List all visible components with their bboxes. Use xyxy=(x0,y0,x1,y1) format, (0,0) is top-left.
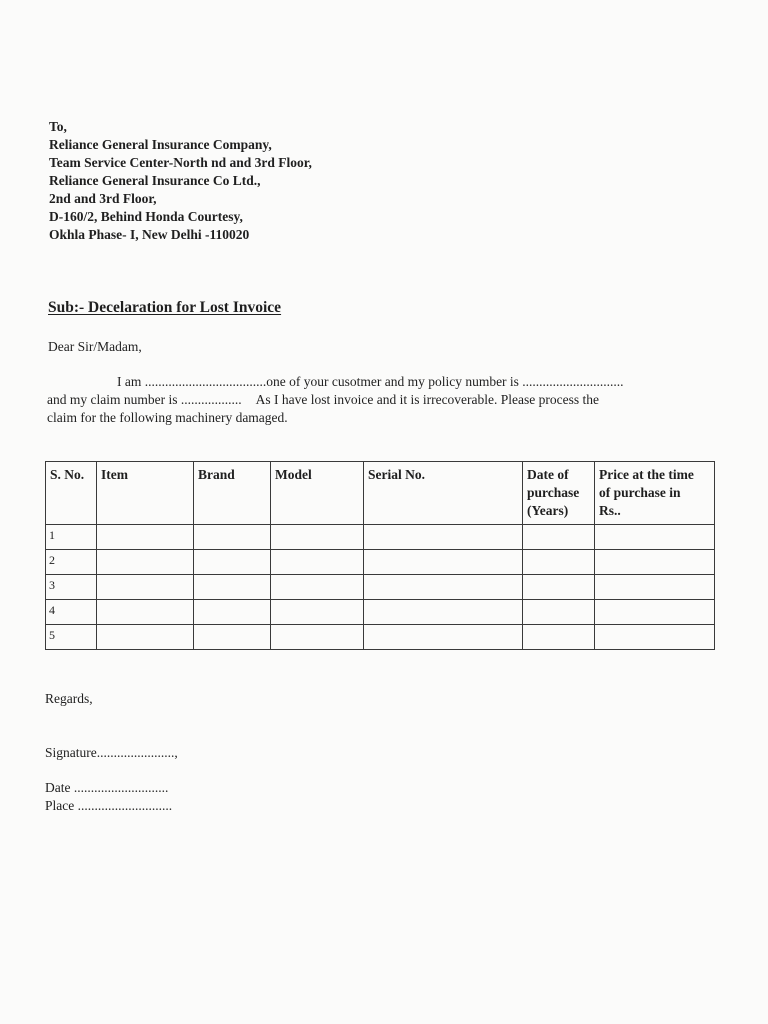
cell-brand xyxy=(194,575,271,600)
place-line: Place ............................ xyxy=(45,798,173,813)
row-number: 4 xyxy=(46,600,97,625)
cell-price xyxy=(595,550,715,575)
cell-item xyxy=(97,575,194,600)
cell-item xyxy=(97,525,194,550)
cell-date xyxy=(523,525,595,550)
claim-number-text: and my claim number is .................. xyxy=(47,392,242,407)
address-line: Reliance General Insurance Company, xyxy=(49,137,272,152)
lost-invoice-text: As I have lost invoice and it is irrecoverable. Please process the xyxy=(255,392,599,407)
cell-price xyxy=(595,525,715,550)
cell-model xyxy=(271,575,364,600)
signature-line: Signature......................., xyxy=(45,745,178,760)
row-number: 3 xyxy=(46,575,97,600)
cell-serial xyxy=(364,600,523,625)
header-date-text: purchase xyxy=(527,485,580,500)
cell-model xyxy=(271,525,364,550)
letter-body xyxy=(47,373,727,427)
salutation: Dear Sir/Madam, xyxy=(48,339,142,354)
header-serial: Serial No. xyxy=(364,462,523,525)
cell-item xyxy=(97,600,194,625)
address-line: D-160/2, Behind Honda Courtesy, xyxy=(49,209,243,224)
body-line-3: claim for the following machinery damaged. xyxy=(47,410,288,425)
cell-serial xyxy=(364,550,523,575)
address-line: Reliance General Insurance Co Ltd., xyxy=(49,173,261,188)
table-row xyxy=(46,575,715,600)
header-date-text: (Years) xyxy=(527,503,569,518)
header-brand: Brand xyxy=(194,462,271,525)
header-price-text: of purchase in xyxy=(599,485,681,500)
cell-item xyxy=(97,550,194,575)
cell-model xyxy=(271,625,364,650)
date-line: Date ............................ xyxy=(45,780,169,795)
regards-text: Regards, xyxy=(45,691,93,706)
machinery-table xyxy=(45,461,715,650)
recipient-address xyxy=(49,118,312,244)
table-row xyxy=(46,625,715,650)
cell-date xyxy=(523,550,595,575)
cell-brand xyxy=(194,550,271,575)
row-number: 5 xyxy=(46,625,97,650)
row-number: 2 xyxy=(46,550,97,575)
table-row xyxy=(46,600,715,625)
header-model: Model xyxy=(271,462,364,525)
body-line-2 xyxy=(47,391,727,409)
subject-line: Sub:- Decelaration for Lost Invoice xyxy=(48,299,282,316)
header-price xyxy=(595,462,715,525)
cell-brand xyxy=(194,525,271,550)
address-line: To, xyxy=(49,119,67,134)
cell-price xyxy=(595,600,715,625)
cell-item xyxy=(97,625,194,650)
header-price-text: Rs.. xyxy=(599,503,621,518)
cell-model xyxy=(271,550,364,575)
cell-model xyxy=(271,600,364,625)
cell-brand xyxy=(194,600,271,625)
table-header-row xyxy=(46,462,715,525)
cell-date xyxy=(523,575,595,600)
address-line: Team Service Center-North nd and 3rd Floor, xyxy=(49,155,312,170)
header-date-text: Date of xyxy=(527,467,569,482)
address-line: Okhla Phase- I, New Delhi -110020 xyxy=(49,227,250,242)
body-line-1: I am ....................................one of your cusotmer and my policy number is .............................. xyxy=(117,374,624,389)
header-sno: S. No. xyxy=(46,462,97,525)
row-number: 1 xyxy=(46,525,97,550)
cell-serial xyxy=(364,625,523,650)
header-item: Item xyxy=(97,462,194,525)
header-date-of-purchase xyxy=(523,462,595,525)
cell-price xyxy=(595,625,715,650)
cell-price xyxy=(595,575,715,600)
cell-brand xyxy=(194,625,271,650)
cell-date xyxy=(523,625,595,650)
table-row xyxy=(46,525,715,550)
header-price-text: Price at the time xyxy=(599,467,694,482)
address-line: 2nd and 3rd Floor, xyxy=(49,191,157,206)
cell-serial xyxy=(364,575,523,600)
table-row xyxy=(46,550,715,575)
cell-serial xyxy=(364,525,523,550)
cell-date xyxy=(523,600,595,625)
